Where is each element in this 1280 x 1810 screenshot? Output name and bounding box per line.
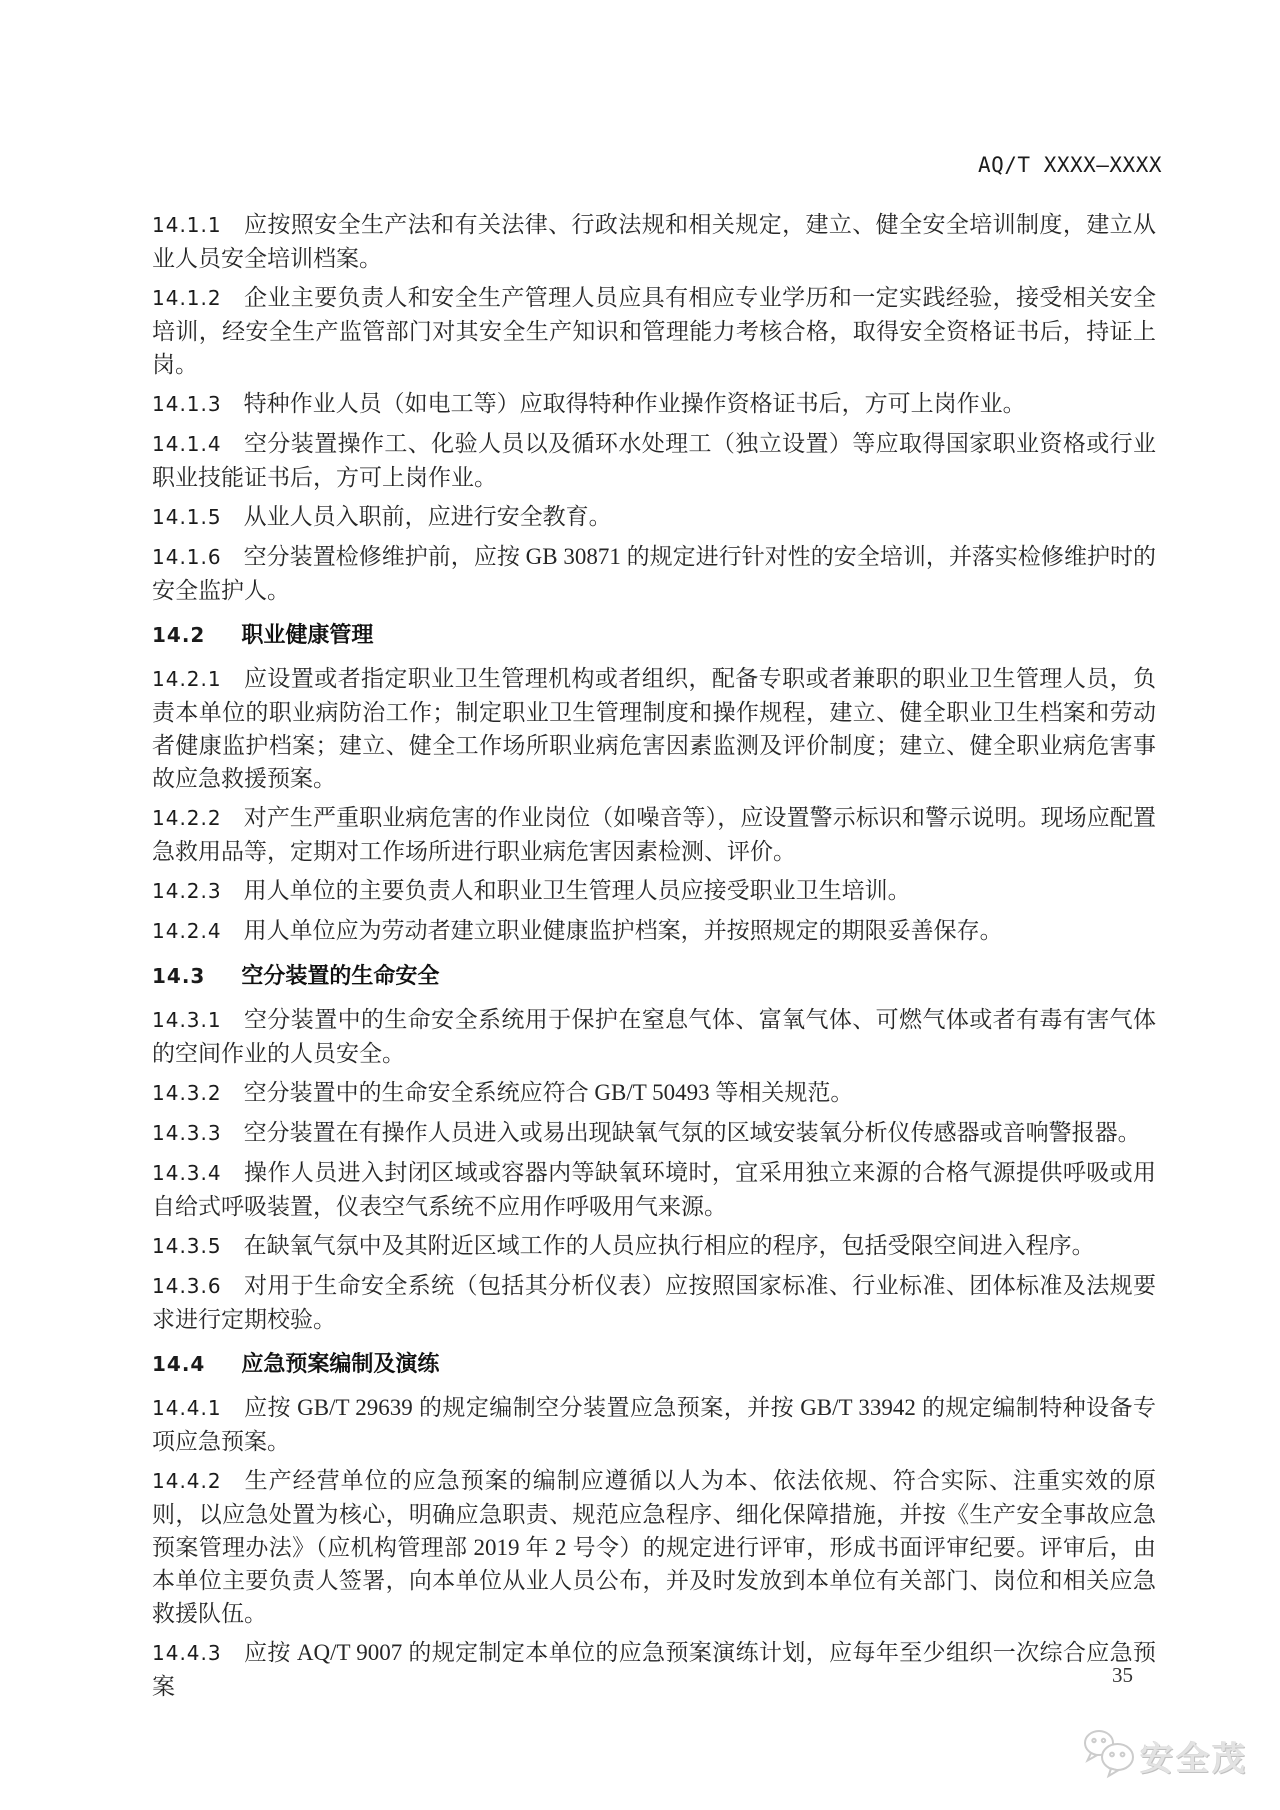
clause-text: 对用于生命安全系统（包括其分析仪表）应按照国家标准、行业标准、团体标准及法规要求进行定期校验。 <box>152 1273 1156 1332</box>
clause-number: 14.3.2 <box>152 1081 222 1105</box>
clause-text: 企业主要负责人和安全生产管理人员应具有相应专业学历和一定实践经验，接受相关安全培训，经安全生产监管部门对其安全生产知识和管理能力考核合格，取得安全资格证书后，持证上岗。 <box>152 285 1156 377</box>
clause-text: 空分装置在有操作人员进入或易出现缺氧气氛的区域安装氧分析仪传感器或音响警报器。 <box>243 1120 1141 1145</box>
clause-text: 用人单位应为劳动者建立职业健康监护档案，并按照规定的期限妥善保存。 <box>243 918 1003 943</box>
clause-number: 14.4 <box>152 1352 206 1376</box>
clause-number: 14.3.3 <box>152 1121 222 1145</box>
watermark <box>1080 1728 1248 1785</box>
clause-number: 14.2 <box>152 623 206 647</box>
clause-paragraph <box>152 500 1156 534</box>
clause-paragraph <box>152 387 1156 421</box>
clause-paragraph <box>152 1636 1156 1703</box>
wechat-icon <box>1080 1728 1134 1785</box>
clause-text: 操作人员进入封闭区域或容器内等缺氧环境时，宜采用独立来源的合格气源提供呼吸或用自给式呼吸装置，仪表空气系统不应用作呼吸用气来源。 <box>152 1160 1156 1219</box>
clause-number: 14.2.1 <box>152 667 222 691</box>
standard-number: AQ/T XXXX—XXXX <box>977 153 1162 177</box>
clause-paragraph <box>152 208 1156 275</box>
clause-number: 14.1.4 <box>152 432 222 456</box>
clause-paragraph <box>152 1269 1156 1336</box>
clause-number: 14.4.3 <box>152 1641 222 1665</box>
clause-paragraph <box>152 1003 1156 1070</box>
clause-paragraph <box>152 1076 1156 1110</box>
clause-paragraph <box>152 1229 1156 1263</box>
clause-number: 14.3.4 <box>152 1161 222 1185</box>
clause-paragraph <box>152 540 1156 607</box>
clause-number: 14.1.5 <box>152 505 222 529</box>
clause-number: 14.2.4 <box>152 919 222 943</box>
clause-text: 应按 GB/T 29639 的规定编制空分装置应急预案，并按 GB/T 33942 的规定编制特种设备专项应急预案。 <box>152 1395 1156 1454</box>
clause-text: 空分装置中的生命安全系统用于保护在窒息气体、富氧气体、可燃气体或者有毒有害气体的空间作业的人员安全。 <box>152 1007 1156 1066</box>
clause-text: 生产经营单位的应急预案的编制应遵循以人为本、依法依规、符合实际、注重实效的原则，以应急处置为核心，明确应急职责、规范应急程序、细化保障措施，并按《生产安全事故应急预案管理办法》（应机构管理部 2019 年 2 号令）的规定进行评审，形成书面评审纪要。评审后，由本单位主要负责人签署，向本单位从业人员公布，并及时发放到本单位有关部门、岗位和相关应急救援队伍。 <box>152 1468 1156 1626</box>
clause-text: 特种作业人员（如电工等）应取得特种作业操作资格证书后，方可上岗作业。 <box>243 391 1026 416</box>
section-heading <box>152 619 1156 652</box>
clause-number: 14.1.2 <box>152 286 222 310</box>
clause-number: 14.3.6 <box>152 1274 222 1298</box>
clause-text: 应设置或者指定职业卫生管理机构或者组织，配备专职或者兼职的职业卫生管理人员，负责本单位的职业病防治工作；制定职业卫生管理制度和操作规程，建立、健全职业卫生档案和劳动者健康监护档案；建立、健全工作场所职业病危害因素监测及评价制度；建立、健全职业病危害事故应急救援预案。 <box>152 666 1156 791</box>
clause-paragraph <box>152 801 1156 868</box>
watermark-text: 安全茂 <box>1140 1739 1248 1778</box>
clause-text: 空分装置检修维护前，应按 GB 30871 的规定进行针对性的安全培训，并落实检修维护时的安全监护人。 <box>152 544 1156 603</box>
clause-paragraph <box>152 281 1156 381</box>
clause-number: 14.4.2 <box>152 1469 222 1493</box>
clause-text: 空分装置中的生命安全系统应符合 GB/T 50493 等相关规范。 <box>243 1080 854 1105</box>
section-heading <box>152 1348 1156 1381</box>
clause-number: 14.1.3 <box>152 392 222 416</box>
clause-number: 14.3.5 <box>152 1234 222 1258</box>
clause-text: 从业人员入职前，应进行安全教育。 <box>243 504 612 529</box>
section-heading <box>152 960 1156 993</box>
clause-paragraph <box>152 914 1156 948</box>
clause-paragraph <box>152 1391 1156 1458</box>
clause-paragraph <box>152 1156 1156 1223</box>
clause-text: 空分装置的生命安全 <box>241 964 440 989</box>
clause-paragraph <box>152 427 1156 494</box>
clause-number: 14.4.1 <box>152 1396 222 1420</box>
clause-text: 对产生严重职业病危害的作业岗位（如噪音等），应设置警示标识和警示说明。现场应配置急救用品等，定期对工作场所进行职业病危害因素检测、评价。 <box>152 805 1156 864</box>
clause-text: 应按照安全生产法和有关法律、行政法规和相关规定，建立、健全安全培训制度，建立从业人员安全培训档案。 <box>152 212 1156 271</box>
clause-number: 14.3.1 <box>152 1008 222 1032</box>
clause-text: 应按 AQ/T 9007 的规定制定本单位的应急预案演练计划，应每年至少组织一次综合应急预案 <box>152 1640 1156 1699</box>
clause-number: 14.1.6 <box>152 545 222 569</box>
clause-number: 14.2.2 <box>152 806 222 830</box>
page-number: 35 <box>1112 1663 1133 1687</box>
clause-text: 职业健康管理 <box>241 623 374 648</box>
clause-text: 应急预案编制及演练 <box>241 1352 440 1377</box>
clause-text: 在缺氧气氛中及其附近区域工作的人员应执行相应的程序，包括受限空间进入程序。 <box>243 1233 1095 1258</box>
clause-paragraph <box>152 874 1156 908</box>
document-header <box>978 153 1162 177</box>
clause-number: 14.2.3 <box>152 879 222 903</box>
clause-number: 14.1.1 <box>152 213 222 237</box>
clause-paragraph <box>152 1116 1156 1150</box>
clause-paragraph <box>152 1464 1156 1630</box>
clause-paragraph <box>152 662 1156 795</box>
clause-number: 14.3 <box>152 964 206 988</box>
clause-text: 用人单位的主要负责人和职业卫生管理人员应接受职业卫生培训。 <box>243 878 911 903</box>
document-content <box>152 208 1156 1709</box>
clause-text: 空分装置操作工、化验人员以及循环水处理工（独立设置）等应取得国家职业资格或行业职业技能证书后，方可上岗作业。 <box>152 431 1156 490</box>
